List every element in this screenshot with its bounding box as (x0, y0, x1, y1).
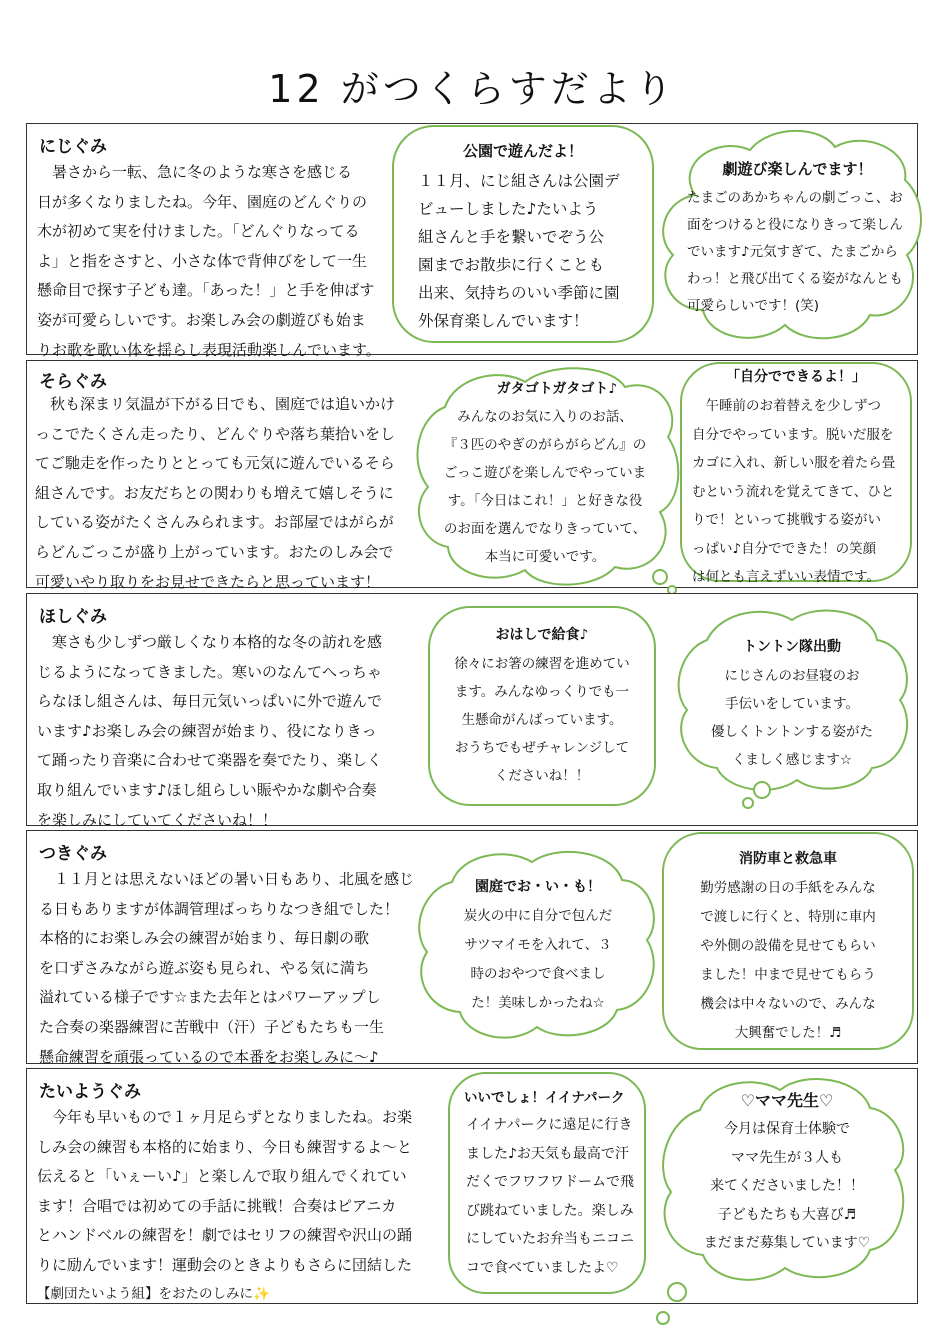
class-name: そらぐみ (39, 372, 107, 392)
bubble-title: トントン隊出動 (743, 639, 841, 655)
page-title: 12 がつくらすだより (268, 67, 677, 111)
bubble-title: 劇遊び楽しんでます！ (722, 160, 873, 178)
bubble-text: イイナパークに遠足に行き ました♪お天気も最高で汗 だくでフワフワドームで飛 び跳ねていました。楽しみ にしていたお弁当もニコニ コで食べていましたよ♡ (466, 1117, 634, 1276)
class-name: つきぐみ (39, 844, 107, 864)
bubble-title: 園庭でお・い・も！ (475, 879, 601, 895)
bubble-text: 今月は保育士体験で ママ先生が３人も 来てくださいました！！ 子どもたちも大喜び♬ まだまだ募集しています♡ (703, 1121, 871, 1251)
bubble-title: 「自分でできるよ！」 (726, 369, 866, 385)
bubble-text: 炭火の中に自分で包んだ サツマイモを入れて、３ 時のおやつで食べまし た！美味しかったね☆ (463, 908, 613, 1011)
class-report: 寒さも少しずつ厳しくなり本格的な冬の訪れを感 じるようになってきました。寒いのなんてへっちゃ らなほし組さんは、毎日元気いっぱいに外で遊んで います♪お楽しみ会の練習が始まり、役になりきっ て踊ったり音楽に合わせて楽器を奏でたり、楽しく 取り組んでいます♪ほし組らしい賑やかな劇や合奏 を楽しみにしていてくださいね！！ (37, 633, 383, 829)
class-name: たいようぐみ (39, 1082, 141, 1102)
class-report: １１月とは思えないほどの暑い日もあり、北風を感じ る日もありますが体調管理ばっちりなつき組でした！ 本格的にお楽しみ会の練習が始まり、毎日劇の歌 を口ずさみながら遊ぶ姿も見られ、やる気に満ち 溢れている様子です☆また去年とはパワーアップし た合奏の楽器練習に苦戦中（汗）子どもたちも一生 懸命練習を頑張っているので本番をお楽しみに～♪ (39, 870, 415, 1066)
bubble-title: いいでしょ！イイナパーク (464, 1090, 625, 1106)
bubble-text: にじさんのお昼寝のお 手伝いをしています。 優しくトントンする姿がた くましく感じます☆ (711, 668, 873, 768)
bubble-text: 徐々にお箸の練習を進めてい ます。みんなゆっくりでも一 生懸命がんばっています。 おうちでもぜチャレンジして くださいね！！ (454, 656, 630, 784)
class-report: 暑さから一転、急に冬のような寒さを感じる 日が多くなりましたね。今年、園庭のどんぐりの 木が初めて実を付けました。「どんぐりなってる よ」と指をさすと、小さな体で背伸びをして一生 懸命目で探す子ども達。「あった！」と手を伸ばす 姿が可愛らしいです。お楽しみ会の劇遊びも始ま りお歌を歌い体を揺らし表現活動楽しんでいます。 (37, 163, 381, 359)
bubble-text: 午睡前のお着替えを少しずつ 自分でやっています。脱いだ服を カゴに入れ、新しい服を着たら畳 むという流れを覚えてきて、ひと りで！といって挑戦する姿がい っぱい♪自分でできた！の笑顔 は何とも言えずいい表情です。 (692, 398, 896, 585)
bubble-text: １１月、にじ組さんは公園デ ビューしました♪たいよう 組さんと手を繋いでぞう公 園までお散歩に行くことも 出来、気持ちのいい季節に園 外保育楽しんでいます！ (418, 172, 620, 330)
class-report: 秋も深まリ気温が下がる日でも、園庭では追いかけ っこでたくさん走ったり、どんぐりや落ち葉拾いをし てご馳走を作ったりととっても元気に遊んでいるそら 組さんです。お友だちとの関わりも増えて嬉しそうに している姿がたくさんみられます。お部屋ではがらが らどんごっこが盛り上がっています。おたのしみ会で 可愛いやり取りをお見せできたらと思っています！ (35, 395, 396, 591)
class-report: 今年も早いもので１ヶ月足らずとなりましたね。お楽 しみ会の練習も本格的に始まり、今日も練習するよ～と 伝えると「いぇーい♪」と楽しんで取り組んでくれてい ます！合唱では初めての手話に挑戦！合奏はピアニカ とハンドベルの練習を！劇ではセリフの練習や沢山の踊 りに励んでいます！運動会のときよりもさらに団結した (37, 1108, 413, 1274)
bubble-text: みんなのお気に入りのお話、 『３匹のやぎのがらがらどん』の ごっこ遊びを楽しんでやっていま す。「今日はこれ！」と好きな役 のお面を選んでなりきっていて、 本当に可愛いです。 (443, 409, 647, 565)
bubble-title: 公園で遊んだよ！ (462, 142, 583, 160)
bubble-text: 勤労感謝の日の手紙をみんな で渡しに行くと、特別に車内 や外側の設備を見せてもらい ました！中まで見せてもらう 機会は中々ないので、みんな 大興奮でした！♬ (700, 880, 876, 1041)
bubble-title: 消防車と救急車 (739, 851, 837, 867)
class-report-closing: 【劇団たいよう組】をおたのしみに✨ (37, 1286, 270, 1302)
bubble-title: ガタゴトガタゴト♪ (496, 381, 618, 397)
bubble-title: ♡ママ先生♡ (740, 1091, 834, 1110)
bubble-title: おはしで給食♪ (495, 627, 589, 643)
bubble-text: たまごのあかちゃんの劇ごっこ、お 面をつけると役になりきって楽しん でいます♪元気すぎて、たまごから わっ！と飛び出てくる姿がなんとも 可愛らしいです！(笑) (687, 190, 903, 314)
class-name: にじぐみ (39, 137, 107, 157)
class-name: ほしぐみ (39, 607, 107, 627)
